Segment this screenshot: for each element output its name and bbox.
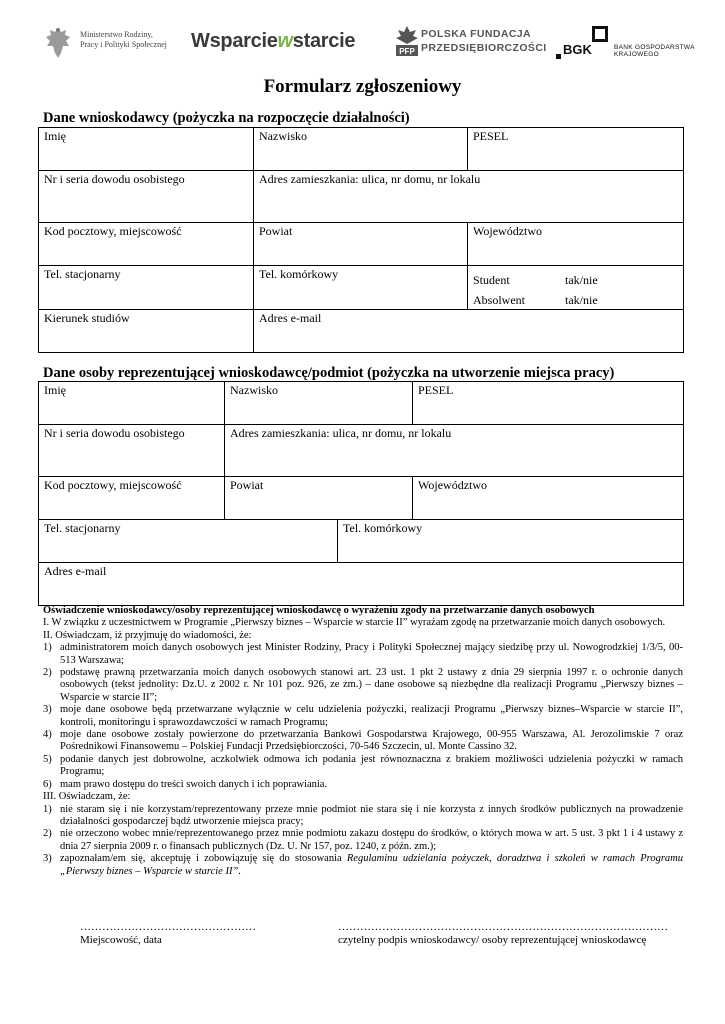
item-text: nie orzeczono wobec mnie/reprezentowanego przez mnie podmiotu zakazu dostępu do środków, o których mowa w art. 5 ust. 3 pkt 1 i 4 ustawy z dnia 27 sierpnia 2009 r. o finansach publicznych (Dz. U. Nr 157, poz. 1240, z późn. zm.); [60, 828, 683, 852]
last-name-label: Nazwisko [259, 129, 307, 143]
rep-pesel-label: PESEL [418, 383, 454, 397]
email-label: Adres e-mail [259, 311, 322, 325]
applicant-voivodeship-field[interactable] [468, 223, 684, 266]
applicant-mobile-field[interactable] [254, 266, 468, 310]
student-graduate-field[interactable] [468, 266, 684, 310]
item-text-italic: Regulaminu udzielania pożyczek, doradztwa i szkoleń w ramach Programu „Pierwszy biznes – Wsparcie w starcie II” [60, 853, 684, 877]
item-number: 6) [43, 778, 52, 790]
declaration-item [43, 729, 683, 754]
rep-email-field[interactable] [39, 563, 684, 606]
ministry-name-line2: Pracy i Polityki Społecznej [80, 39, 167, 49]
item-text: moje dane osobowe zostały powierzone do przetwarzania Bankowi Gospodarstwa Krajowego, 00-955 Warszawa, Al. Jerozolimskie 7 oraz Pośrednikowi Finansowemu – Polskiej Fundacji Przedsiębiorczości, 70-546 Szczecin, ul. Monte Cassino 32. [60, 729, 683, 753]
rep-last-name-label: Nazwisko [230, 383, 278, 397]
form-title: Formularz zgłoszeniowy [263, 76, 462, 97]
declaration-item [43, 704, 683, 729]
item-number: 3) [43, 853, 52, 865]
item-text: podstawę prawną przetwarzania moich danych osobowych stanowi art. 23 ust. 1 pkt 2 ustawy z dnia 29 sierpnia 1997 r. o ochronie danych osobowych (tekst jednolity: Dz.U. z 2002 r. Nr 101 poz. 926, ze zm.) – dane osobowe są niezbędne dla realizacji Programu „Pierwszy biznes – Wsparcie w starcie II”; [60, 667, 683, 703]
place-date-label: Miejscowość, data [80, 934, 162, 946]
bgk-name-line1: BANK GOSPODARSTWA [614, 44, 695, 51]
declaration-item [43, 853, 683, 878]
field-of-study-field[interactable] [39, 310, 254, 353]
declaration [43, 605, 683, 878]
postal-city-label: Kod pocztowy, miejscowość [44, 224, 182, 238]
id-card-label: Nr i seria dowodu osobistego [44, 172, 185, 186]
item-number: 2) [43, 828, 52, 840]
mobile-label: Tel. komórkowy [259, 267, 339, 281]
student-option[interactable]: tak/nie [565, 273, 598, 287]
rep-first-name-field[interactable] [39, 382, 225, 425]
bgk-logo [556, 26, 706, 62]
item-text: nie staram się i nie korzystam/reprezentowany przeze mnie podmiot nie stara się i nie korzysta z innych środków publicznych na prowadzenie działalności gospodarczej bądź utworzenie miejsca pracy; [60, 803, 683, 827]
declaration-part3-list [43, 804, 683, 854]
representative-table [38, 381, 684, 606]
declaration-part2-intro: II. Oświadczam, iż przyjmuję do wiadomości, że: [43, 629, 252, 641]
applicant-last-name-field[interactable] [254, 128, 468, 171]
graduate-option[interactable]: tak/nie [565, 293, 598, 307]
rep-voivodeship-field[interactable] [413, 477, 684, 520]
pfp-logo [396, 26, 547, 62]
rep-postal-city-field[interactable] [39, 477, 225, 520]
declaration-item [43, 779, 683, 791]
item-number: 4) [43, 729, 52, 741]
applicant-table [38, 127, 684, 353]
declaration-part2-list [43, 642, 683, 791]
bgk-square-icon [592, 26, 608, 42]
applicant-first-name-field[interactable] [39, 128, 254, 171]
programme-logo [191, 30, 355, 53]
applicant-pesel-field[interactable] [468, 128, 684, 171]
item-number: 1) [43, 642, 52, 654]
landline-label: Tel. stacjonarny [44, 267, 121, 281]
rep-mobile-label: Tel. komórkowy [343, 521, 423, 535]
item-number: 5) [43, 753, 52, 765]
applicant-email-field[interactable] [254, 310, 684, 353]
item-text: podanie danych jest dobrowolne, aczkolwiek odmowa ich podania jest równoznaczna z brakiem możliwości udzielenia pożyczki w ramach Programu; [60, 753, 683, 778]
place-date-line[interactable]: ………………………………………… [80, 921, 256, 933]
rep-address-label: Adres zamieszkania: ulica, nr domu, nr lokalu [230, 426, 452, 440]
applicant-address-field[interactable] [254, 171, 684, 223]
pfp-name-line1: POLSKA FUNDACJA [421, 28, 532, 40]
rep-mobile-field[interactable] [338, 520, 684, 563]
rep-address-field[interactable] [225, 425, 684, 477]
pesel-label: PESEL [473, 129, 509, 143]
item-text: moje dane osobowe będą przetwarzane wyłącznie w celu udzielenia pożyczki, realizacji Programu „Pierwszy biznes–Wsparcie w starcie II”, kontroli, monitoringu i sprawozdawczości w ramach Programu; [60, 704, 683, 728]
item-number: 1) [43, 803, 52, 815]
ministry-name-line1: Ministerstwo Rodziny, [80, 30, 153, 39]
address-label: Adres zamieszkania: ulica, nr domu, nr lokalu [259, 172, 481, 186]
ministry-logo [44, 26, 174, 62]
programme-logo-part1: Wsparcie [191, 30, 278, 52]
pfp-abbr: PFP [399, 47, 415, 56]
section2-heading: Dane osoby reprezentującej wnioskodawcę/podmiot (pożyczka na utworzenie miejsca pracy) [43, 365, 615, 381]
applicant-landline-field[interactable] [39, 266, 254, 310]
item-text: mam prawo dostępu do treści swoich danych i ich poprawiania. [60, 778, 328, 790]
rep-email-label: Adres e-mail [44, 564, 107, 578]
field-of-study-label: Kierunek studiów [44, 311, 130, 325]
rep-pesel-field[interactable] [413, 382, 684, 425]
rep-id-card-label: Nr i seria dowodu osobistego [44, 426, 185, 440]
rep-postal-city-label: Kod pocztowy, miejscowość [44, 478, 182, 492]
applicant-postal-city-field[interactable] [39, 223, 254, 266]
rep-voivodeship-label: Województwo [418, 478, 488, 492]
first-name-label: Imię [44, 129, 66, 143]
bgk-dot-icon [556, 54, 561, 59]
applicant-id-card-field[interactable] [39, 171, 254, 223]
eagle-emblem-icon [44, 26, 72, 60]
signature-label: czytelny podpis wnioskodawcy/ osoby reprezentującej wnioskodawcę [338, 934, 647, 946]
rep-landline-label: Tel. stacjonarny [44, 521, 121, 535]
applicant-county-field[interactable] [254, 223, 468, 266]
declaration-title: Oświadczenie wnioskodawcy/osoby reprezentującej wnioskodawcę o wyrażeniu zgody na przetwarzanie danych osobowych [43, 605, 595, 616]
signature-line[interactable]: ……………………………………………………………………………… [338, 921, 668, 933]
declaration-item [43, 642, 683, 667]
item-text: zapoznałam/em się, akceptuję i zobowiązuję się do stosowania [60, 853, 347, 865]
rep-last-name-field[interactable] [225, 382, 413, 425]
voivodeship-label: Województwo [473, 224, 543, 238]
header-logos [0, 22, 725, 66]
rep-county-field[interactable] [225, 477, 413, 520]
declaration-part3-intro: III. Oświadczam, że: [43, 791, 131, 803]
declaration-part1: I. W związku z uczestnictwem w Programie „Pierwszy biznes – Wsparcie w starcie II” wyrażam zgodę na przetwarzanie moich danych osobowych. [43, 617, 666, 629]
rep-first-name-label: Imię [44, 383, 66, 397]
section1-heading: Dane wnioskodawcy (pożyczka na rozpoczęcie działalności) [43, 110, 410, 126]
declaration-item [43, 804, 683, 829]
rep-id-card-field[interactable] [39, 425, 225, 477]
rep-landline-field[interactable] [39, 520, 338, 563]
programme-logo-part2: starcie [292, 30, 356, 52]
item-text: administratorem moich danych osobowych jest Minister Rodziny, Pracy i Polityki Społecznej mający siedzibę przy ul. Nowogrodzkiej 1/3/5, 00-513 Warszawa; [60, 642, 683, 666]
graduate-label: Absolwent [473, 293, 525, 307]
item-number: 2) [43, 667, 52, 679]
pfp-name-line2: PRZEDSIĘBIORCZOŚCI [421, 42, 547, 54]
bgk-abbr: BGK [563, 42, 592, 57]
programme-logo-mark: w [277, 30, 293, 52]
item-text-end: . [238, 865, 241, 877]
declaration-item [43, 828, 683, 853]
declaration-item [43, 754, 683, 779]
bgk-name-line2: KRAJOWEGO [614, 51, 659, 58]
declaration-item [43, 667, 683, 704]
item-number: 3) [43, 704, 52, 716]
student-label: Student [473, 273, 510, 287]
pfp-leaf-icon [396, 26, 418, 56]
rep-county-label: Powiat [230, 478, 264, 492]
county-label: Powiat [259, 224, 293, 238]
